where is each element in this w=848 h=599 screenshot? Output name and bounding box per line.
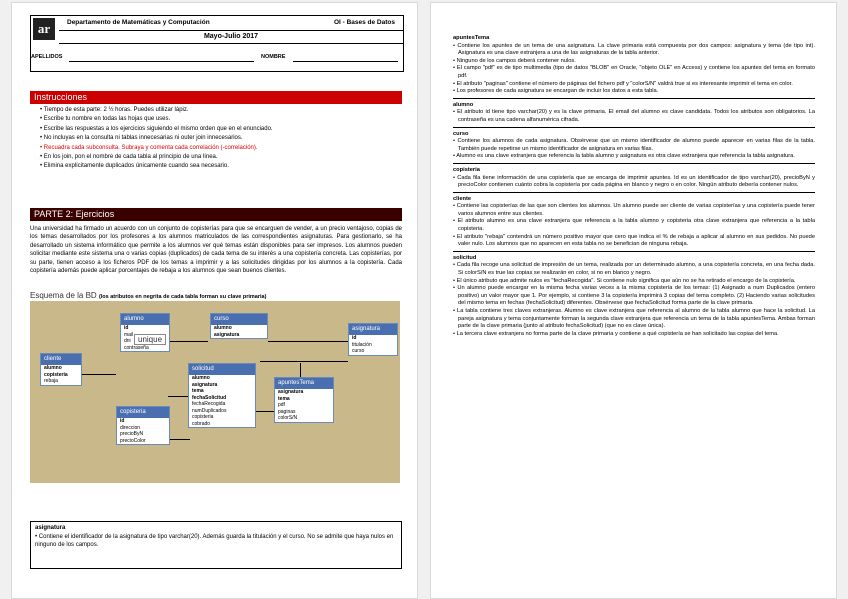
section-cliente: cliente • Contiene las copisterías de las que son clientes los alumnos. Un alumno puede ser cliente de varias copisterías y una copistería puede tener varios alumnos entre sus clientes. • El atributo alumno es una clave extranjera que referencia a la tabla alumno y copisteria otra clave extranjera que referencia a la tabla copisteria. • El atributo "rebaja" contendrá un número positivo mayor que cero que indica el % de rebaja a aplicar al alumno en sus pedidos. No puede valer nulo. Los alumnos que no aparecen en esta tabla no se benefician de ninguna rebaja. [453, 192, 815, 249]
asignatura-description: • Contiene el identificador de la asignatura de tipo varchar(20). Además guarda la titulación y el curso. No se admite que haya nulos en ninguno de los campos. [35, 534, 394, 548]
table-copisteria: copisteria id direccion precioByN precioColor [116, 406, 170, 445]
section-copisteria: copisteria • Cada fila tiene información de una copistería que se encarga de imprimir apuntes. Id es un identificador de tipo varchar(20), precioByN y precioColor contienen cuánto cobra la copistería por cada página en blanco y negro o en color. Ningún atributo debería contener nulos. [453, 163, 815, 190]
relation-line [254, 411, 274, 412]
nombre-label: NOMBRE [261, 54, 286, 60]
parte2-heading: PARTE 2: Ejercicios [30, 208, 402, 221]
table-asignatura: asignatura id titulación curso [348, 323, 398, 356]
instruction-item: • Recuadra cada subconsulta. Subraya y comenta cada correlación (-correlación). [40, 144, 400, 153]
apellidos-line [69, 61, 254, 62]
database-schema-diagram [30, 301, 400, 483]
table-descriptions [453, 33, 815, 338]
relation-line [260, 361, 348, 362]
document-page-1 [11, 2, 418, 599]
relation-line [78, 374, 116, 375]
document-page-2 [430, 2, 837, 599]
table-cliente: cliente alumno copisteria rebaja [40, 353, 82, 386]
instrucciones-heading: Instrucciones [30, 91, 402, 104]
relation-line [168, 396, 190, 397]
table-alumno: alumno id mail dni contraseña [120, 313, 170, 352]
instruction-item: • No incluyas en la consulta ni tablas innecesarias ni outer join innecesarios. [40, 134, 400, 143]
relation-line [168, 439, 190, 440]
relation-line [268, 341, 348, 342]
table-curso: curso alumno asignatura [210, 313, 268, 339]
unique-tooltip: unique [134, 334, 166, 345]
section-alumno: alumno • El atributo id tiene tipo varchar(20) y es la clave primaria. El email del alumno es clave candidata. Todos los atributos son obligatorios. La contraseña es una cadena alfanumérica cifrada. [453, 98, 815, 125]
exam-header [30, 15, 404, 72]
instruction-item: • Tiempo de esta parte: 2 ½ horas. Puedes utilizar lápiz. [40, 106, 400, 115]
asignatura-description-box: asignatura • Contiene el identificador de la asignatura de tipo varchar(20). Además guarda la titulación y el curso. No se admite que haya nulos en ninguno de los campos. [30, 521, 402, 569]
section-apuntesTema: apuntesTema • Contiene los apuntes de un tema de una asignatura. La clave primaria está compuesta por dos campos: asignatura y tema (de tipo int). Asignatura es una clave extranjera a una de las asignaturas de la tabla anterior. • Ninguno de los campos deberá contener nulos. • El campo "pdf" es de tipo multimedia (tipo de datos "BLOB" en Oracle, "objeto OLE" en Access) y contiene los apuntes del tema en formato pdf. • El atributo "paginas" contiene el número de páginas del fichero pdf y "colorS/N" valdrá true si es interesante imprimir el tema en color. • Los profesores de cada asignatura se encargan de incluir los datos a esta tabla. [453, 35, 815, 96]
exam-date: Mayo-Julio 2017 [59, 31, 403, 44]
course-name: OI - Bases de Datos [333, 19, 395, 26]
apellidos-label: APELLIDOS [31, 54, 63, 60]
university-logo: ar [33, 18, 55, 40]
table-solicitud: solicitud alumno asignatura tema fechaSolicitud fechaRecogida numDuplicados copisteria cobrado [188, 363, 256, 428]
instruction-item: • Escribe las respuestas a los ejercicios siguiendo el mismo orden que en el enunciado. [40, 125, 400, 134]
section-curso: curso • Contiene los alumnos de cada asignatura. Obsérvese que un mismo identificador de alumno puede aparecer en varias filas de la tabla. También puede repetirse un mismo identificador de asignatura en varias filas. • Alumno es una clave extranjera que referencia la tabla alumno y asignatura es otra clave extranjera que referencia la tabla asignatura. [453, 127, 815, 161]
relation-line [168, 341, 208, 342]
instruction-item: • En los join, pon el nombre de cada tabla al principio de una línea. [40, 153, 400, 162]
problem-statement: Una universidad ha firmado un acuerdo con un conjunto de copisterías para que se encarguen de vender, a un precio ventajoso, copias de los temas desarrollados por los profesores a los alumnos matriculados de las correspondientes asignaturas. Para gestionarlo, se ha desarrollado un sistema informático que permite a los alumnos ver qué temas están disponibles para ser impresos. Los alumnos pueden solicitar mediante este sistema una o varias copias (duplicados) de cada tema de su interés a una copistería concreta. Las copisterías, por su parte, tienen acceso a los ficheros PDF de los temas a imprimir y a las solicitudes dirigidas por los alumnos a la copistería. Cada copistería además puede aplicar porcentajes de rebaja a los alumnos que sean buenos clientes. [30, 226, 402, 275]
table-apuntesTema: apuntesTema asignatura tema pdf paginas colorS/N [274, 377, 334, 423]
section-solicitud: solicitud • Cada fila recoge una solicitud de impresión de un tema, realizada por un determinado alumno, a una copistería concreta, en una fecha dada. Si colorS/N es true las copias se realizarán en color, si no en blanco y negro. • El único atributo que admite nulos es "fechaRecogida". Si contiene nulo significa que aún no se ha retirado el encargo de la copistería. • Un alumno puede encargar en la misma fecha varias veces a la misma copistería de los temas: (1) Asignado a num Duplicados (entero positivo) un valor mayor que 1. Por ejemplo, si contiene 3 la copistería imprimirá 3 copias del tema completo. (2) Haciendo varias solicitudes del mismo tema en fechas (fechaSolicitud) diferentes. Obsérvese que fechaSolicitud forma parte de la clave primaria. • La tabla contiene tres claves extranjeras. Alumno es clave extranjera que referencia al alumno de la tabla alumno que hace la solicitud. La pareja asignatura y tema conjuntamente forman la segunda clave extranjera que referencia un tema de la tabla apuntesTema. Ambas forman parte de la clave primaria (junto al atributo fechaSolicitud) (que no es clave única). • La tercera clave extranjera no forma parte de la clave primaria y contiene a qué copistería se han solicitado las copias del tema. [453, 251, 815, 339]
schema-title: Esquema de la BD (los atributos en negrita de cada tabla forman su clave primaria) [30, 291, 267, 300]
instruction-item: • Elimina explícitamente duplicados únicamente cuando sea necesario. [40, 162, 400, 171]
department-name: Departamento de Matemáticas y Computación [67, 19, 210, 26]
nombre-line [293, 61, 398, 62]
instruction-item: • Escribe tu nombre en todas las hojas que uses. [40, 115, 400, 124]
instructions-list [40, 106, 400, 172]
